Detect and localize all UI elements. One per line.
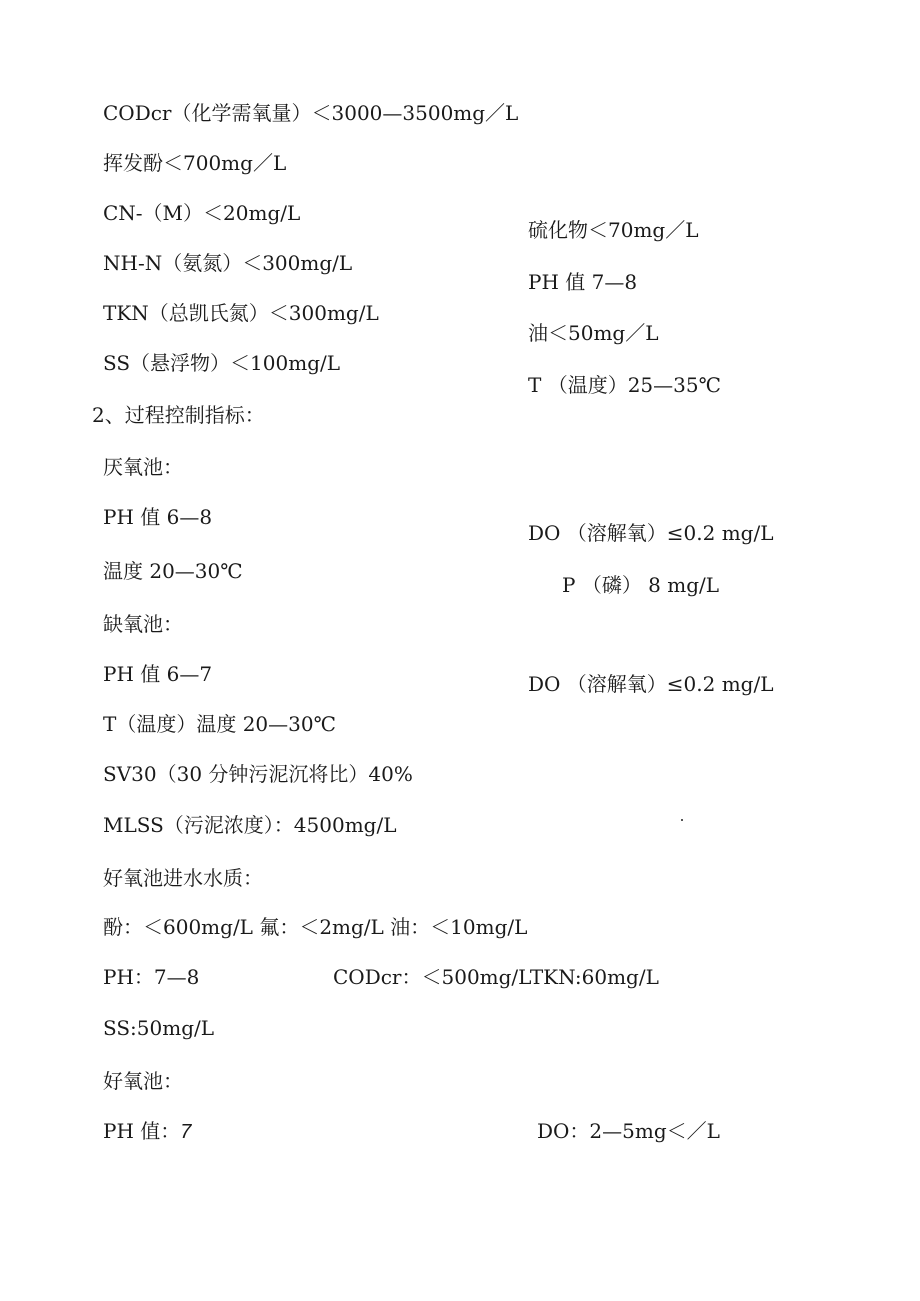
section-heading-process-control: 2、过程控制指标： bbox=[92, 403, 265, 427]
anoxic-ph: PH 值 6—7 bbox=[103, 662, 213, 686]
aerobic-dissolved-oxygen: DO：2—5mg＜／L bbox=[537, 1119, 720, 1143]
aerobic-ph bbox=[103, 1119, 191, 1143]
aerobic-inlet-phenol-fluoride-oil: 酚：＜600mg/L 氟：＜2mg/L 油：＜10mg/L bbox=[103, 915, 528, 939]
anaerobic-ph: PH 值 6—8 bbox=[103, 505, 213, 529]
aerobic-ph-value: 7 bbox=[180, 1121, 192, 1143]
anaerobic-tank-title: 厌氧池： bbox=[103, 455, 183, 479]
aerobic-inlet-codcr-tkn: CODcr：＜500mg/LTKN:60mg/L bbox=[333, 965, 659, 989]
aerobic-inlet-ph: PH：7—8 bbox=[103, 965, 200, 989]
aerobic-ph-label: PH 值： bbox=[103, 1119, 181, 1143]
anoxic-tank-title: 缺氧池： bbox=[103, 612, 183, 636]
ammonia-nitrogen-limit: NH-N（氨氮）＜300mg/L bbox=[103, 251, 353, 275]
codcr-limit: CODcr（化学需氧量）＜3000—3500mg／L bbox=[103, 101, 519, 125]
volatile-phenol-limit: 挥发酚＜700mg／L bbox=[103, 151, 287, 175]
anoxic-sv30: SV30（30 分钟污泥沉将比）40% bbox=[103, 762, 413, 786]
anoxic-mlss: MLSS（污泥浓度）：4500mg/L bbox=[103, 813, 397, 837]
suspended-solids-limit: SS（悬浮物）＜100mg/L bbox=[103, 351, 341, 375]
anaerobic-dissolved-oxygen: DO （溶解氧）≤0.2 mg/L bbox=[528, 521, 774, 545]
sulfide-limit: 硫化物＜70mg／L bbox=[528, 218, 699, 242]
oil-limit: 油＜50mg／L bbox=[528, 321, 659, 345]
aerobic-inlet-ss: SS:50mg/L bbox=[103, 1016, 215, 1040]
temperature-range: T （温度）25—35℃ bbox=[528, 373, 721, 397]
ph-range: PH 值 7—8 bbox=[528, 270, 638, 294]
anaerobic-temperature: 温度 20—30℃ bbox=[103, 559, 243, 583]
aerobic-inlet-title: 好氧池进水水质： bbox=[103, 866, 263, 890]
tkn-limit: TKN（总凯氏氮）＜300mg/L bbox=[103, 301, 379, 325]
anoxic-dissolved-oxygen: DO （溶解氧）≤0.2 mg/L bbox=[528, 672, 774, 696]
anoxic-temperature: T（温度）温度 20—30℃ bbox=[103, 712, 336, 736]
stray-dot bbox=[681, 819, 683, 821]
anaerobic-phosphorus: P （磷） 8 mg/L bbox=[562, 573, 720, 597]
cyanide-limit: CN-（M）＜20mg/L bbox=[103, 201, 301, 225]
aerobic-tank-title: 好氧池： bbox=[103, 1069, 183, 1093]
